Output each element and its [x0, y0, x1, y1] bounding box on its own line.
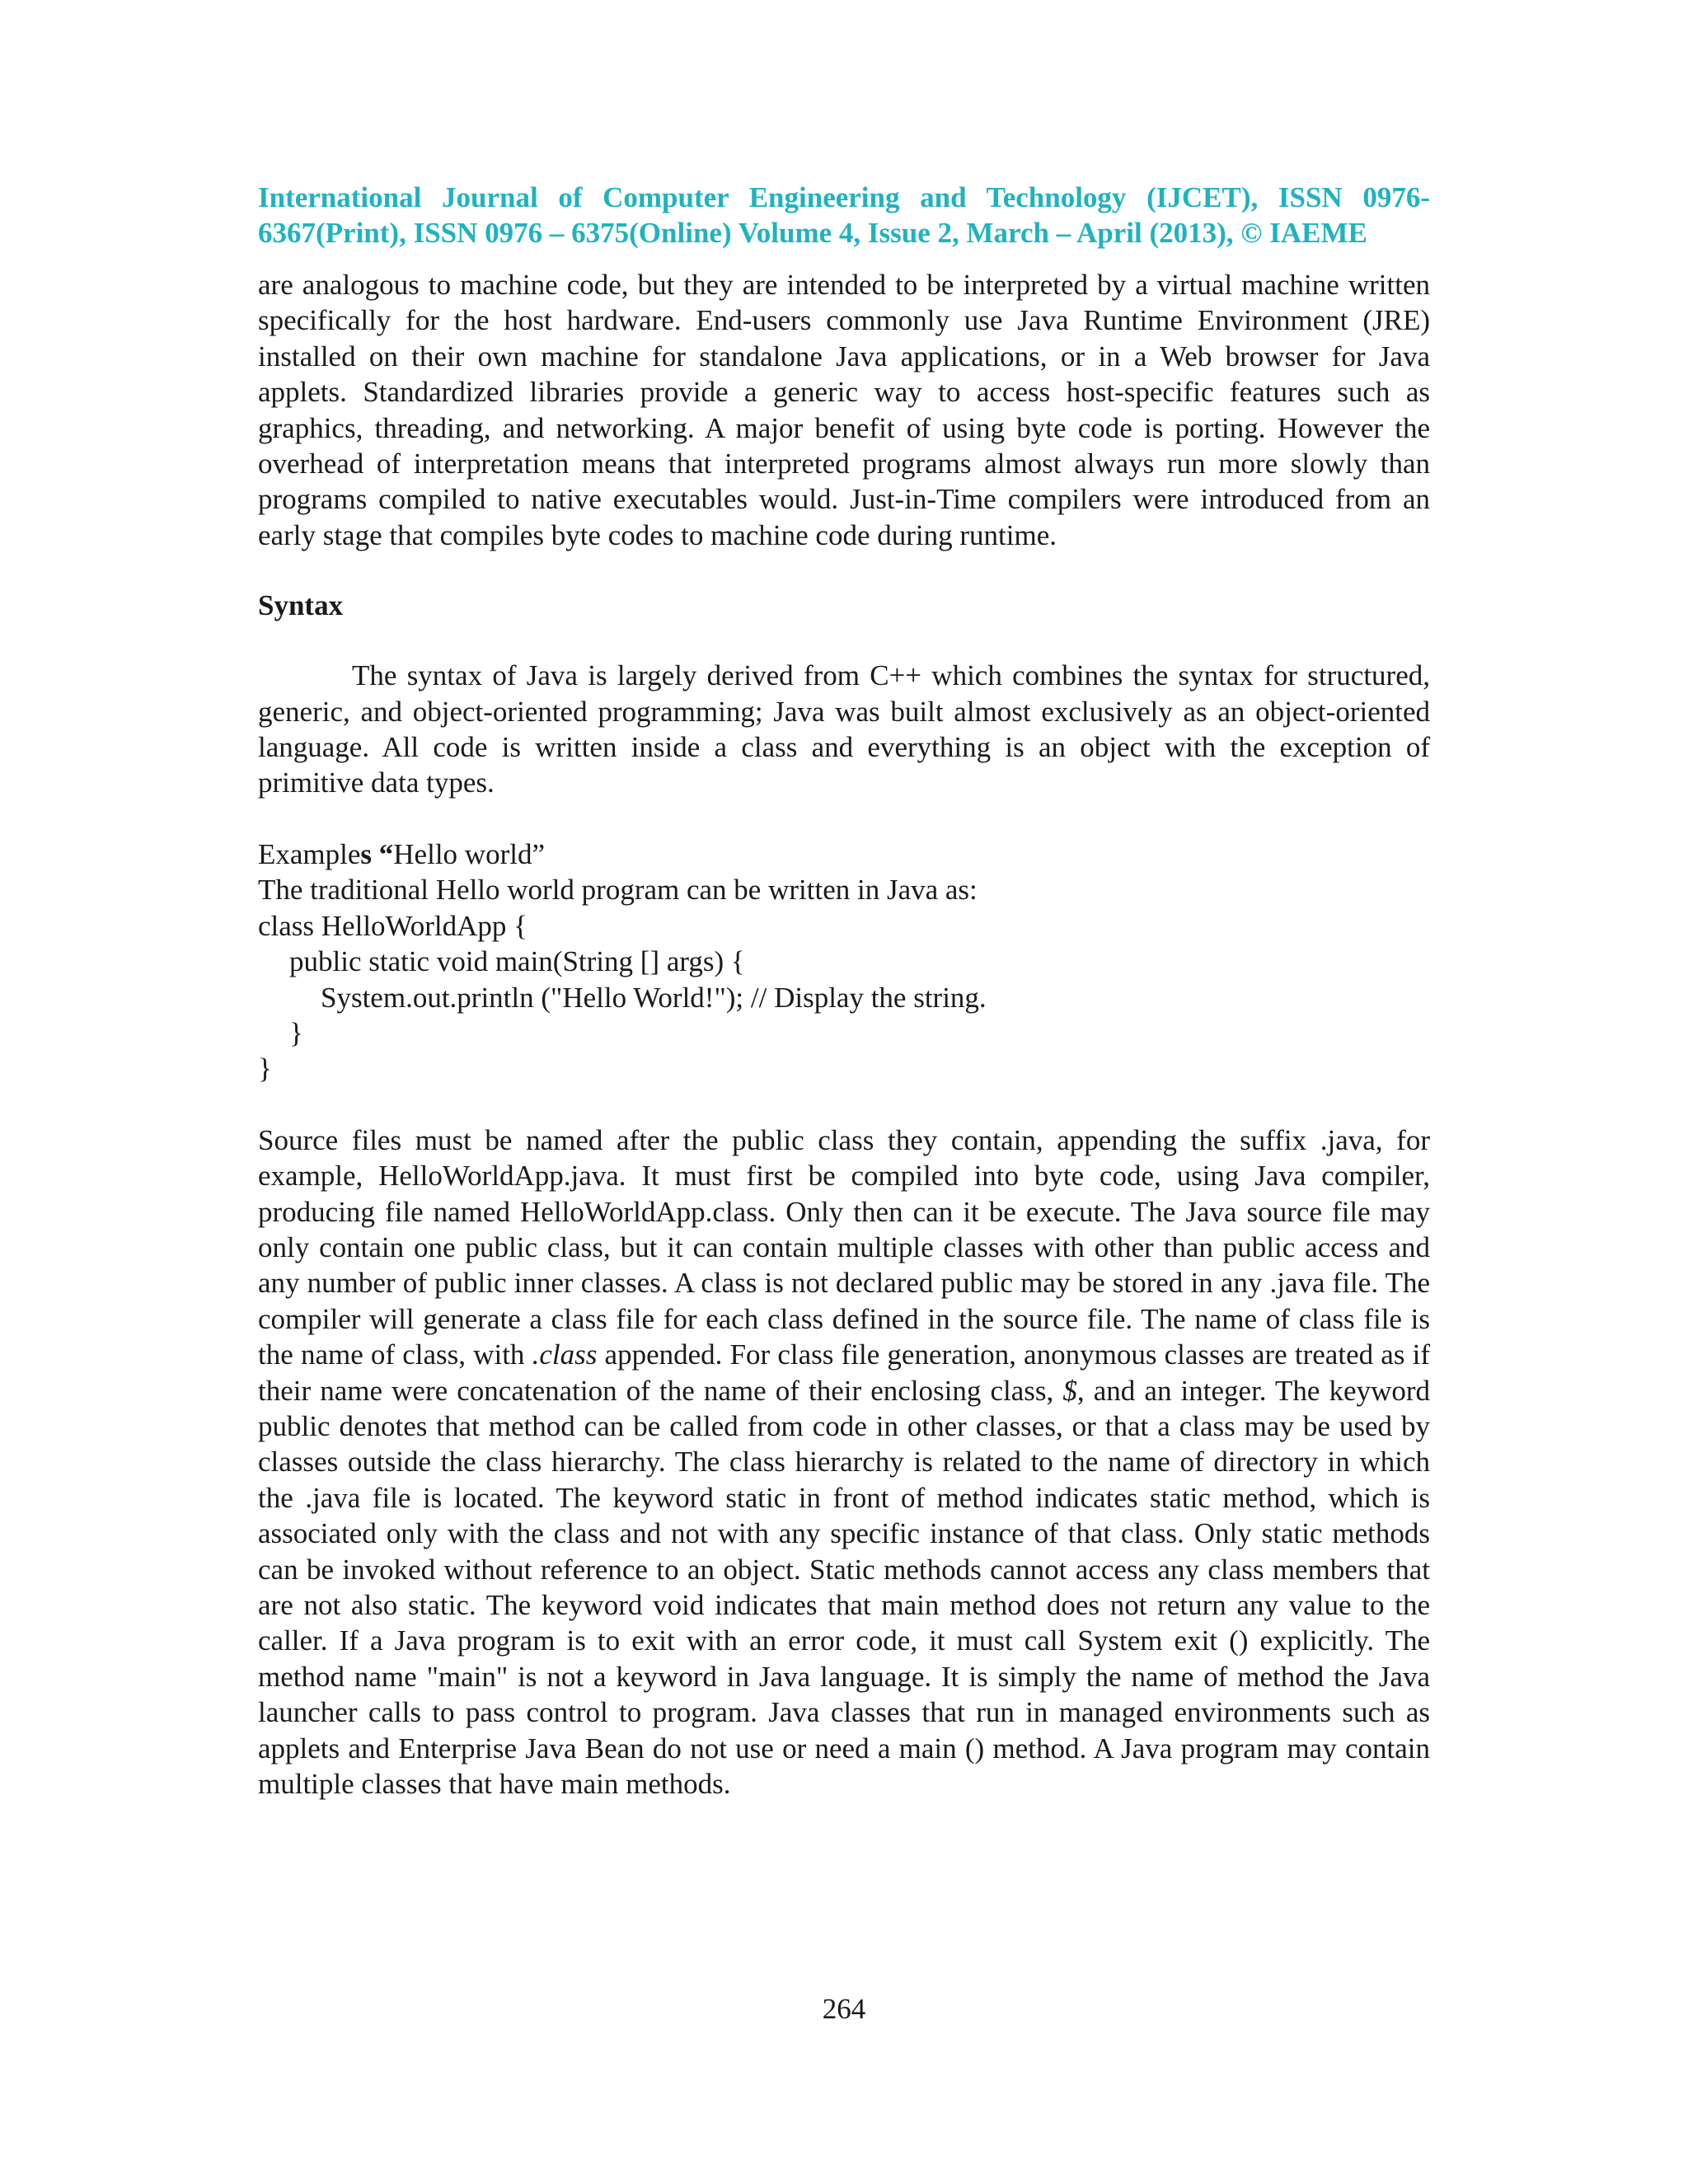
body-paragraph-part-2: appended. For class file generation, anonymous classes are treated as if their name were concatenation of the name of their enclosing class,: [258, 1338, 1430, 1407]
example-title-suffix: Hello world”: [393, 837, 545, 870]
journal-header-line-2: 6367(Print), ISSN 0976 – 6375(Online) Volume 4, Issue 2, March – April (2013), © IAEME: [258, 217, 1367, 249]
journal-header: [258, 180, 1430, 251]
code-line-3: System.out.println ("Hello World!"); // Display the string.: [321, 981, 987, 1014]
body-paragraph-italic-class: .class: [532, 1338, 598, 1371]
page-content: [258, 180, 1430, 1802]
body-paragraph-part-3: , and an integer. The keyword public denotes that method can be called from code in other classes, or that a class may be used by classes outside the class hierarchy. The class hierarchy is related to the name of directory in which the .java file is located. The keyword static in front of method indicates static method, which is associated only with the class and not with any specific instance of that class. Only static methods can be invoked without reference to an object. Static methods cannot access any class members that are not also static. The keyword void indicates that main method does not return any value to the caller. If a Java program is to exit with an error code, it must call System exit () explicitly. The method name "main" is not a keyword in Java language. It is simply the name of method the Java launcher calls to pass control to program. Java classes that run in managed environments such as applets and Enterprise Java Bean do not use or need a main () method. A Java program may contain multiple classes that have main methods.: [258, 1374, 1431, 1801]
body-paragraph-part-1: Source files must be named after the public class they contain, appending the suffix .java, for example, HelloWorldApp.java. It must first be compiled into byte code, using Java compiler, producing file named HelloWorldApp.class. Only then can it be execute. The Java source file may only contain one public class, but it can contain multiple classes with other than public access and any number of public inner classes. A class is not declared public may be stored in any .java file. The compiler will generate a class file for each class defined in the source file. The name of class file is the name of class, with: [258, 1123, 1430, 1371]
body-paragraph: [258, 1122, 1430, 1802]
page-number: 264: [822, 1993, 866, 2025]
code-line-2: public static void main(String [] args) {: [289, 945, 745, 978]
section-heading-syntax: Syntax: [258, 589, 344, 622]
example-title-bold: s “: [360, 837, 394, 870]
journal-header-line-1: International Journal of Computer Engineering and Technology (IJCET), ISSN 0976-: [258, 181, 1430, 213]
code-line-1: class HelloWorldApp {: [258, 909, 528, 942]
syntax-paragraph: The syntax of Java is largely derived from C++ which combines the syntax for structured, generic, and object-oriented programming; Java was built almost exclusively as an object-oriented language. All code is written inside a class and everything is an object with the exception of primitive data types.: [258, 659, 1430, 799]
code-line-4: }: [289, 1016, 303, 1049]
example-title-prefix: Example: [258, 837, 361, 870]
code-line-5: }: [258, 1052, 272, 1085]
example-intro: The traditional Hello world program can be written in Java as:: [258, 874, 978, 907]
code-block: [258, 908, 1430, 1087]
intro-paragraph: are analogous to machine code, but they are intended to be interpreted by a virtual machine written specifically for the host hardware. End-users commonly use Java Runtime Environment (JRE) installed on their own machine for standalone Java applications, or in a Web browser for Java applets. Standardized libraries provide a generic way to access host-specific features such as graphics, threading, and networking. A major benefit of using byte code is porting. However the overhead of interpretation means that interpreted programs almost always run more slowly than programs compiled to native executables would. Just-in-Time compilers were introduced from an early stage that compiles byte codes to machine code during runtime.: [258, 269, 1430, 551]
example-title: [258, 837, 1430, 872]
body-paragraph-italic-dollar: $: [1062, 1374, 1077, 1407]
